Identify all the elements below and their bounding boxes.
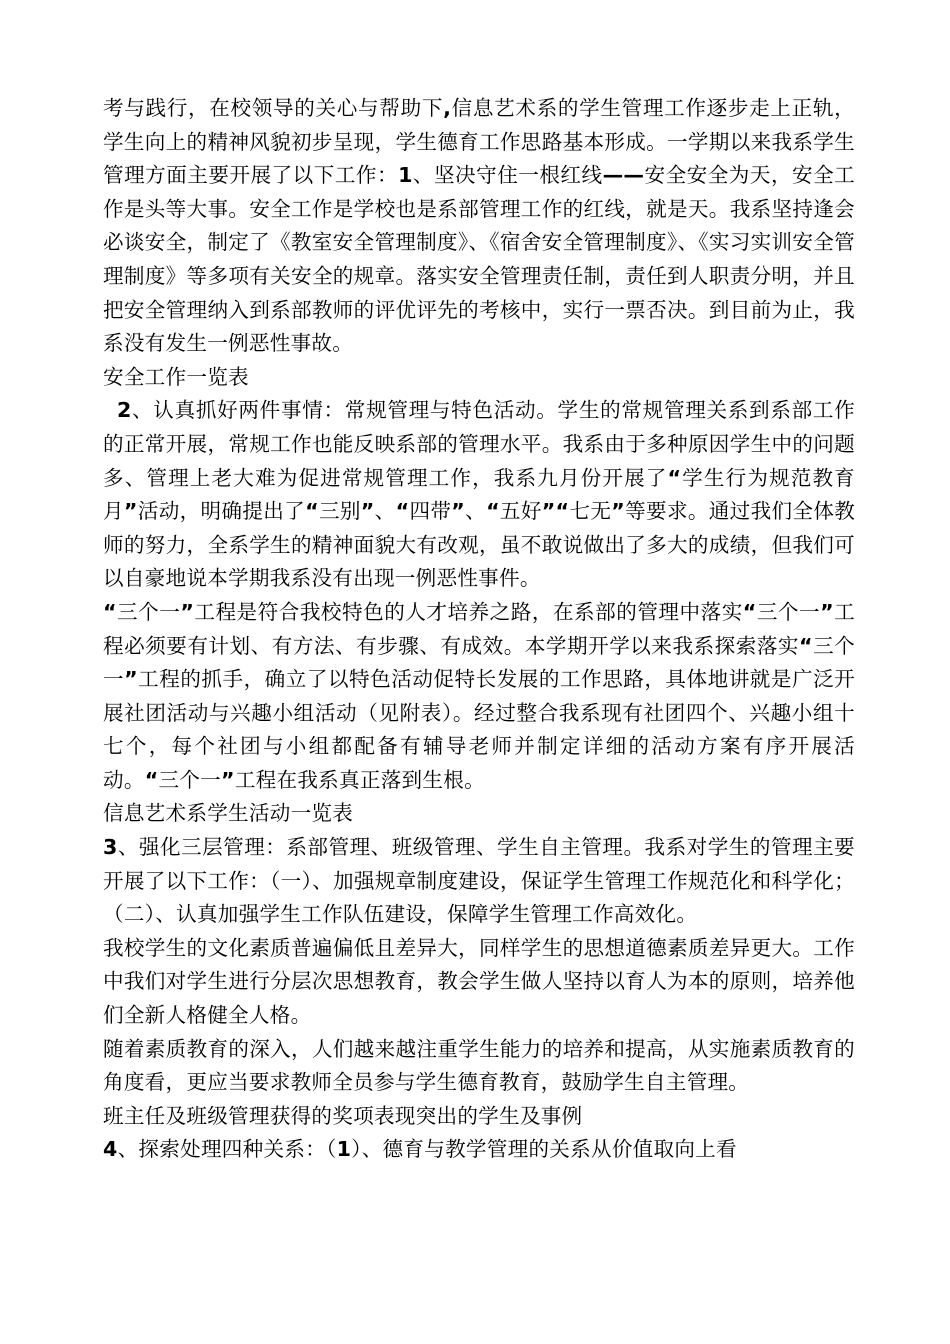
caption-student-activities-table <box>103 797 855 831</box>
caption-awards-and-examples <box>103 1100 855 1134</box>
text-run: 等要求。通过我们全体教师的努力，全系学生的精神面貌大有改观，虽不敢说做出了多大的成绩，但我们可以自豪地说本学期我系没有出现一例恶性事件。 <box>103 499 856 591</box>
text-run: 活动，明确提出了 <box>137 499 306 524</box>
bold-run: “ <box>103 599 117 624</box>
text-run: 三个一 <box>116 599 181 624</box>
text-run: 工程是符合我校特色的人才培养之路，在系部的管理中落实 <box>194 599 743 624</box>
paragraph-three-level-management <box>103 831 855 932</box>
text-run: 班主任及班级管理获得的奖项表现突出的学生及事例 <box>103 1103 583 1128</box>
text-run: 、 <box>465 499 487 524</box>
text-run: 、强化三层管理：系部管理、班级管理、学生自主管理。我系对学生的管理主要开展了以下工作：（一）、加强规章制度建设，保证学生管理工作规范化和科学化；（二）、认真加强学生工作队伍建设，保障学生管理工作高效化。 <box>103 835 855 927</box>
text-run: 工程的抓手，确立了以特色活动促特长发展的工作思路，具体地讲就是广泛开展社团活动与兴趣小组活动（见附表）。经过整合我系现有社团四个、兴趣小组十七个，每个社团与小组都配备有辅导老师并制定详细的活动方案有序开展活动。 <box>103 667 855 792</box>
bold-run: “ <box>144 767 159 792</box>
bold-run: ” <box>820 599 834 624</box>
bold-run: 1 <box>336 1137 352 1162</box>
text-run: 五好 <box>499 499 542 524</box>
bold-run: “ <box>742 599 757 624</box>
text-run: 学生行为规范教育月 <box>103 465 856 524</box>
text-run: 三个一 <box>756 599 821 624</box>
paragraph-student-quality <box>103 932 855 1033</box>
bold-run: 1 <box>398 163 413 188</box>
bold-run: 2 <box>117 398 132 423</box>
bold-run: ” <box>451 499 466 524</box>
text-run: 随着素质教育的深入，人们越来越注重学生能力的培养和提高，从实施素质教育的角度看，更应当要求教师全员参与学生德育教育，鼓励学生自主管理。 <box>103 1036 855 1095</box>
text-run: 工程在我系真正落到生根。 <box>234 767 485 792</box>
text-run: 三个一 <box>158 767 222 792</box>
text-run: 三个一 <box>103 633 856 692</box>
text-run: 、坚决守住一根红线 <box>412 163 603 188</box>
text-run: 三别 <box>318 499 361 524</box>
bold-run: 4 <box>103 1137 118 1162</box>
bold-run: ” <box>124 667 138 692</box>
text-run: 安全工作一览表 <box>103 364 249 389</box>
bold-run: , <box>443 96 452 120</box>
bold-run: ” <box>221 767 235 792</box>
bold-run: “ <box>799 633 813 658</box>
text-run: 、 <box>374 499 396 524</box>
text-run: 工程必须要有计划、有方法、有步骤、有成效。本学期开学以来我系探索落实 <box>103 599 856 658</box>
bold-run: ” <box>180 599 195 624</box>
text-run: 安全安全为天，安全工作是头等大事。安全工作是学校也是系部管理工作的红线，就是天。我系坚持逢会必谈安全，制定了《教室安全管理制度》、《宿舍安全管理制度》、《实习实训安全管理制度》等多项有关安全的规章。落实安全管理责任制，责任到人职责分明，并且把安全管理纳入到系部教师的评优评先的考核中，实行一票否决。到目前为止，我系没有发生一例恶性事故。 <box>103 163 856 356</box>
bold-run: ” <box>360 499 375 524</box>
text-run: ）、德育与教学管理的关系从价值取向上看 <box>351 1137 737 1162</box>
text-run: 考与践行，在校领导的关心与帮助下 <box>103 96 444 120</box>
paragraph-three-ones-project <box>103 596 855 798</box>
paragraph-safety-work <box>103 92 855 361</box>
text-run: 信息艺术系学生活动一览表 <box>103 801 354 826</box>
text-run: 、认真抓好两件事情：常规管理与特色活动。学生的常规管理关系到系部工作的正常开展，常规工作也能反映系部的管理水平。我系由于多种原因学生中的问题多、管理上老大难为促进常规管理工作，我系九月份开展了 <box>103 398 855 490</box>
text-run: 、探索处理四种关系：（ <box>117 1137 337 1162</box>
caption-safety-table <box>103 361 855 395</box>
text-run: 我校学生的文化素质普遍偏低且差异大，同样学生的思想道德素质差异更大。工作中我们对学生进行分层次思想教育，教会学生做人坚持以育人为本的原则，培养他们全新人格健全人格。 <box>103 935 855 1028</box>
text-run: 信息艺术系的学生管理工作逐步走上正轨，学生向上的精神风貌初步呈现，学生德育工作思路基本形成。一学期以来我系学生管理方面主要开展了以下工作： <box>103 96 855 188</box>
bold-run: —— <box>602 163 645 188</box>
text-run: 四带 <box>409 499 452 524</box>
bold-run: ” <box>123 499 138 524</box>
bold-run: ”“ <box>541 499 570 524</box>
bold-run: “ <box>395 499 410 524</box>
bold-run: “ <box>486 499 500 524</box>
paragraph-quality-education <box>103 1033 855 1100</box>
paragraph-four-relationships <box>103 1133 855 1167</box>
bold-run: ” <box>611 499 626 524</box>
text-run: 七无 <box>569 499 612 524</box>
bold-run: 3 <box>103 835 118 860</box>
document-page <box>103 92 855 1167</box>
bold-run: “ <box>305 499 319 524</box>
bold-run: “ <box>667 465 682 490</box>
paragraph-routine-and-special-activities <box>103 394 855 596</box>
